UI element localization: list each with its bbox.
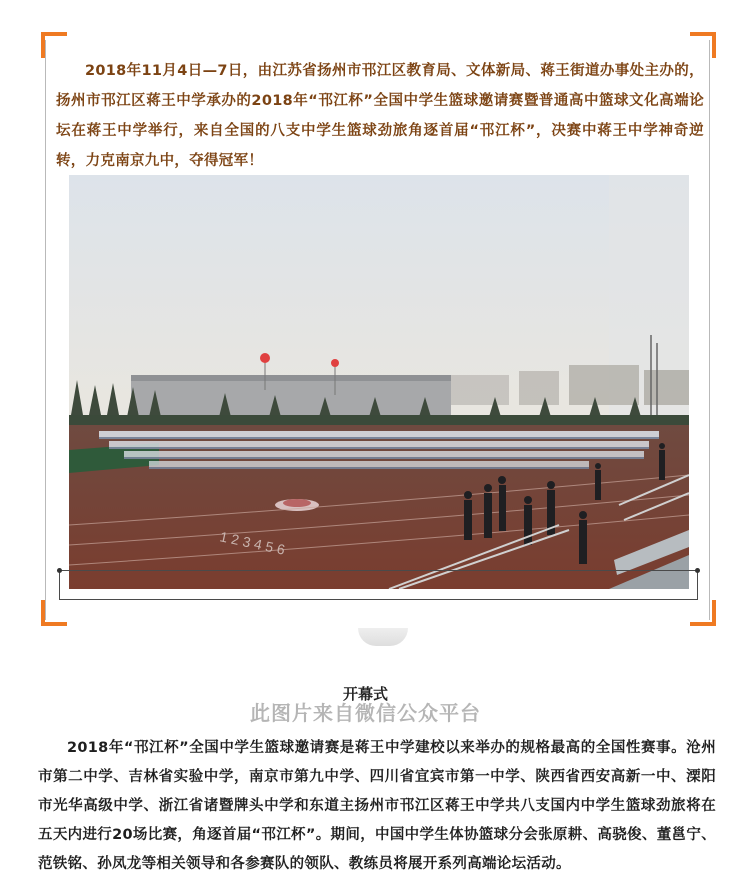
photo-frame-rule-left [59,570,60,600]
watermark: 此图片来自微信公众平台 [250,701,481,725]
photo-frame-rule-bottom [59,599,698,600]
frame-corner-bottom-right [690,600,716,626]
photo-frame-rule-top [57,570,699,571]
frame-dot-left [57,568,62,573]
intro-paragraph: 2018年11月4日—7日，由江苏省扬州市邗江区教育局、文体新局、蒋王街道办事处主办的，扬州市邗江区蒋王中学承办的2018年“邗江杯”全国中学生篮球邀请赛暨普通高中篮球文化高端论坛在蒋王中学举行，来自全国的八支中学生篮球劲旅角逐首届“邗江杯”，决赛中蒋王中学神奇逆转，力克南京九中，夺得冠军！ [56,63,704,169]
frame-dot-right [695,568,700,573]
frame-line-left [45,40,46,620]
section-title: 开幕式 [342,685,388,703]
body-paragraph: 2018年“邗江杯”全国中学生篮球邀请赛是蒋王中学建校以来举办的规格最高的全国性赛事。沧州市第二中学、吉林省实验中学，南京市第九中学、四川省宜宾市第一中学、陕西省西安高新一中、溧阳市光华高级中学、浙江省诸暨牌头中学和东道主扬州市邗江区蒋王中学共八支国内中学生篮球劲旅将在五天内进行20场比赛，角逐首届“邗江杯”。期间，中国中学生体协篮球分会张原耕、高骁俊、董邕宁、范铁铭、孙凤龙等相关领导和各参赛队的领队、教练员将展开系列高端论坛活动。 [38,740,716,872]
decorative-mark-icon [358,628,408,646]
photo-frame-rule-right [697,570,698,600]
frame-corner-top-right [690,32,716,58]
opening-ceremony-photo [69,175,689,589]
frame-line-right [709,40,710,620]
track-lane-numbers: 1 2 3 4 5 6 [218,528,287,558]
